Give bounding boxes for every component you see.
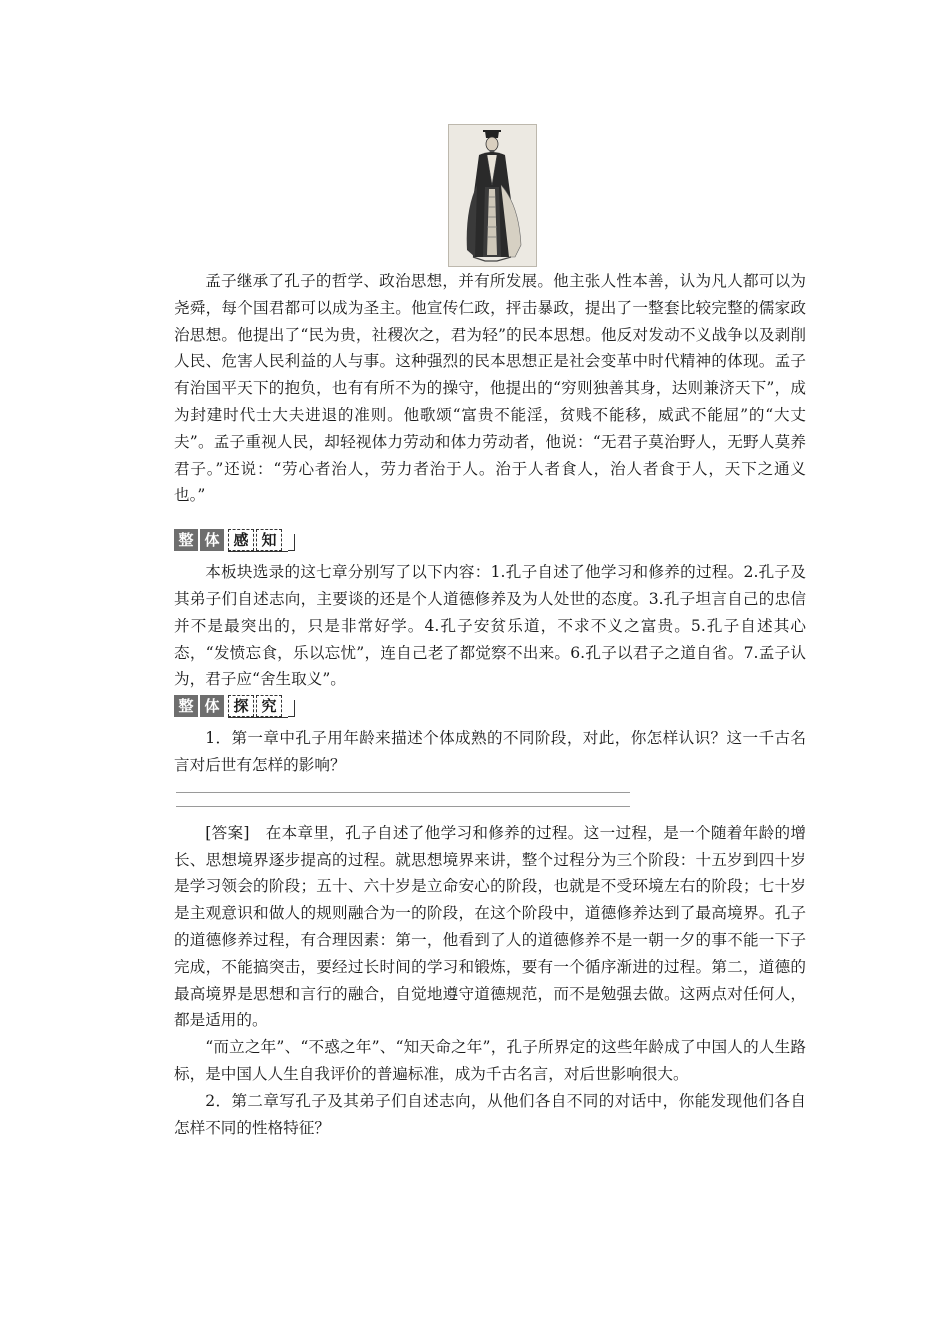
banner-char: 体 bbox=[200, 695, 224, 717]
banner-char: 知 bbox=[256, 529, 282, 551]
question-2: 2．第二章写孔子及其弟子们自述志向，从他们各自不同的对话中，你能发现他们各自怎样不同的性格特征？ bbox=[174, 1091, 806, 1137]
intro-paragraph: 孟子继承了孔子的哲学、政治思想，并有所发展。他主张人性本善，认为凡人都可以为尧舜，每个国君都可以成为圣主。他宣传仁政，抨击暴政，提出了一整套比较完整的儒家政治思想。他提出了“民为贵，社稷次之，君为轻”的民本思想。他反对发动不义战争以及剥削人民、危害人民利益的人与事。这种强烈的民本思想正是社会变革中时代精神的体现。孟子有治国平天下的抱负，也有有所不为的操守，他提出的“穷则独善其身，达则兼济天下”，成为封建时代士大夫进退的准则。他歌颂“富贵不能淫，贫贱不能移，威武不能屈”的“大丈夫”。孟子重视人民，却轻视体力劳动和体力劳动者，他说：“无君子莫治野人，无野人莫养君子。”还说：“劳心者治人，劳力者治于人。治于人者食人，治人者食于人，天下之通义也。” bbox=[174, 272, 806, 505]
answer-line bbox=[176, 806, 630, 807]
answer-1-continued: “而立之年”、“不惑之年”、“知天命之年”，孔子所界定的这些年龄成了中国人的人生路标，是中国人人生自我评价的普遍标准，成为千古名言，对后世影响很大。 bbox=[174, 1038, 806, 1083]
portrait-figure-icon bbox=[449, 125, 536, 266]
section-banner-overall-inquiry bbox=[174, 693, 806, 719]
summary-paragraph: 本板块选录的这七章分别写了以下内容：1.孔子自述了他学习和修养的过程。2.孔子及其弟子们自述志向，主要谈的还是个人道德修养及为人处世的态度。3.孔子坦言自己的忠信并不是最突出的，只是非常好学。4.孔子安贫乐道，不求不义之富贵。5.孔子自述其心态，“发愤忘食，乐以忘忧”，连自己老了都觉察不出来。6.孔子以君子之道自省。7.孟子认为，君子应“舍生取义”。 bbox=[174, 563, 806, 689]
answer-blank-lines bbox=[176, 792, 806, 807]
banner-char: 整 bbox=[174, 529, 198, 551]
question-1: 1．第一章中孔子用年龄来描述个体成熟的不同阶段，对此，你怎样认识？这一千古名言对后世有怎样的影响？ bbox=[174, 729, 806, 774]
banner-char: 感 bbox=[228, 529, 254, 551]
banner-char: 究 bbox=[256, 695, 282, 717]
banner-char: 探 bbox=[228, 695, 254, 717]
mencius-portrait bbox=[448, 124, 537, 267]
answer-line bbox=[176, 792, 630, 793]
banner-char: 整 bbox=[174, 695, 198, 717]
section-banner-overall-perception bbox=[174, 527, 806, 553]
answer-1: [答案] 在本章里，孔子自述了他学习和修养的过程。这一过程，是一个随着年龄的增长、思想境界逐步提高的过程。就思想境界来讲，整个过程分为三个阶段：十五岁到四十岁是学习领会的阶段；五十、六十岁是立命安心的阶段，也就是不受环境左右的阶段；七十岁是主观意识和做人的规则融合为一的阶段，在这个阶段中，道德修养达到了最高境界。孔子的道德修养过程，有合理因素：第一，他看到了人的道德修养不是一朝一夕的事不能一下子完成，不能搞突击，要经过长时间的学习和锻炼，要有一个循序渐进的过程。第二，道德的最高境界是思想和言行的融合，自觉地遵守道德规范，而不是勉强去做。这两点对任何人，都是适用的。 bbox=[174, 823, 806, 1030]
page-content bbox=[174, 268, 806, 1141]
banner-char: 体 bbox=[200, 529, 224, 551]
